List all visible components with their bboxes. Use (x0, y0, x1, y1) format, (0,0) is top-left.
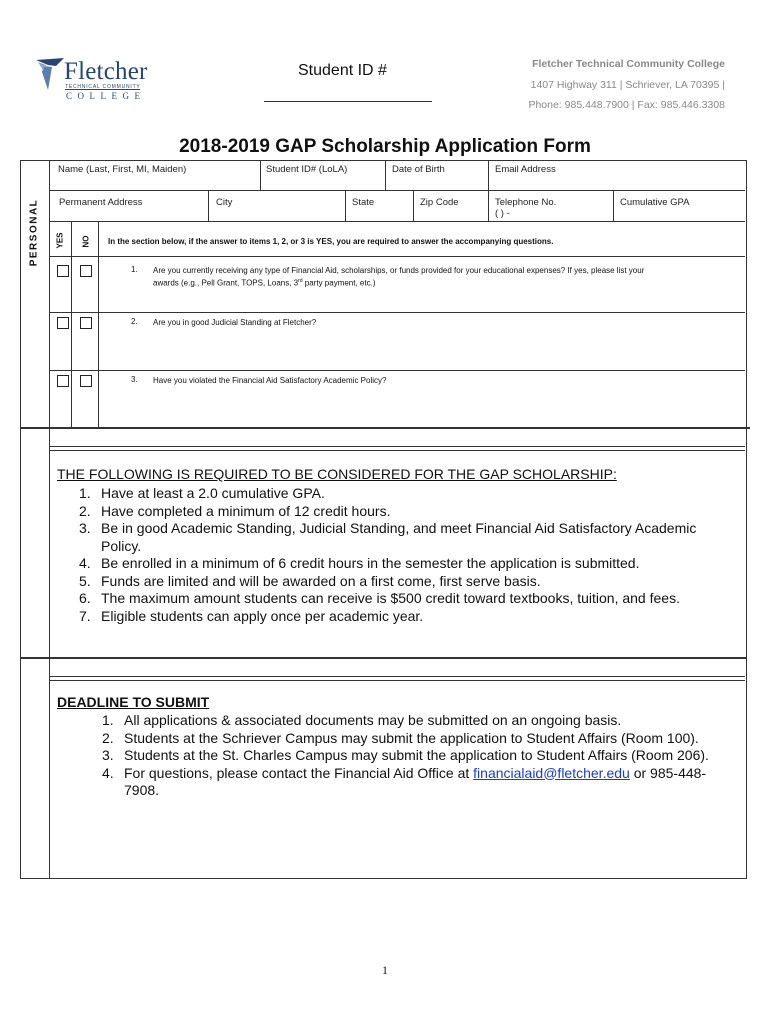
list-item-number: 2. (79, 502, 91, 519)
grid-line (49, 312, 745, 313)
grid-line (49, 221, 745, 222)
list-item-number: 7. (79, 607, 91, 624)
list-item-number: 3. (79, 520, 91, 536)
list-item (102, 730, 727, 748)
student-id-lola-input[interactable] (261, 176, 385, 189)
list-item (79, 590, 739, 608)
list-item-text: Have completed a minimum of 12 credit hours. (101, 502, 391, 519)
student-id-lola-label: Student ID# (LoLA) (266, 164, 348, 175)
yes-column-header: YES (55, 232, 65, 249)
student-id-field[interactable] (264, 101, 432, 102)
cumulative-gpa-label: Cumulative GPA (620, 197, 690, 208)
section-separator (49, 446, 745, 451)
logo-subtitle: TECHNICAL COMMUNITY (65, 84, 141, 90)
list-item (79, 573, 739, 591)
q2-text: Are you in good Judicial Standing at Fletcher? (153, 318, 317, 327)
list-item-number: 4. (79, 555, 91, 571)
list-item-text: For questions, please contact the Financial Aid Office at (124, 764, 474, 781)
grid-line (345, 190, 346, 221)
q3-no-checkbox[interactable] (80, 375, 92, 387)
list-item-text: Be enrolled in a minimum of 6 credit hours in the semester the application is submitted. (101, 555, 640, 571)
list-item (79, 520, 739, 555)
q1-number: 1. (131, 265, 138, 274)
list-item-text: Students at the Schriever Campus may submit the application to Student Affairs (Room 100). (124, 729, 699, 746)
telephone-format[interactable]: ( ) - (495, 208, 510, 219)
list-item-number: 6. (79, 590, 91, 606)
section-separator (20, 427, 750, 429)
list-item (102, 765, 727, 800)
list-item (102, 712, 727, 730)
list-item-number: 5. (79, 572, 91, 589)
no-column-divider (98, 221, 99, 427)
grid-line (413, 190, 414, 221)
zip-code-label: Zip Code (420, 197, 459, 208)
no-column-header: NO (81, 235, 91, 248)
side-divider (49, 160, 50, 878)
q1-answer-area[interactable] (100, 290, 744, 310)
deadline-heading: DEADLINE TO SUBMIT (57, 694, 210, 710)
q3-answer-area[interactable] (100, 390, 744, 424)
grid-line (49, 370, 745, 371)
q2-no-checkbox[interactable] (80, 317, 92, 329)
date-of-birth-label: Date of Birth (392, 164, 445, 175)
q2-number: 2. (131, 317, 138, 326)
grid-line (208, 190, 209, 221)
grid-line (488, 190, 489, 221)
financial-aid-email-link[interactable]: financialaid@fletcher.edu (473, 764, 630, 781)
list-item (79, 503, 739, 521)
q3-text: Have you violated the Financial Aid Satisfactory Academic Policy? (153, 376, 387, 385)
personal-label-text: PERSONAL (28, 198, 40, 267)
list-item-text: Students at the St. Charles Campus may submit the application to Student Affairs (Room 206). (124, 747, 709, 763)
name-input[interactable] (50, 164, 260, 188)
fletcher-logo-icon (34, 56, 68, 92)
q1-text-line1: Are you currently receiving any type of Financial Aid, scholarships, or funds provided for your educational expenses? If yes, please list your (153, 266, 645, 275)
grid-line (49, 190, 745, 191)
list-item-number: 4. (102, 764, 114, 781)
page-number: 1 (382, 963, 388, 977)
list-item-text: Eligible students can apply once per academic year. (101, 607, 424, 624)
list-item-text: Funds are limited and will be awarded on a first come, first serve basis. (101, 572, 541, 589)
instructions-text: In the section below, if the answer to items 1, 2, or 3 is YES, you are required to answer the accompanying questions. (108, 237, 554, 246)
logo-wordmark: Fletcher (64, 58, 148, 85)
list-item (102, 747, 727, 765)
requirements-heading: THE FOLLOWING IS REQUIRED TO BE CONSIDERED FOR THE GAP SCHOLARSHIP: (57, 466, 617, 482)
q1-text-line2-end: party payment, etc.) (302, 278, 376, 288)
list-item-number: 1. (79, 485, 91, 501)
q1-text (153, 265, 644, 289)
list-item-number: 2. (102, 729, 114, 746)
permanent-address-label: Permanent Address (59, 197, 143, 208)
telephone-label: Telephone No. (495, 197, 557, 208)
college-name: Fletcher Technical Community College (532, 58, 725, 70)
section-separator (20, 657, 746, 659)
q1-text-line2: awards (e.g., Pell Grant, TOPS, Loans, 3 (153, 278, 299, 288)
list-item-number: 1. (102, 712, 114, 728)
college-address: 1407 Highway 311 | Schriever, LA 70395 | (530, 79, 725, 91)
q1-no-checkbox[interactable] (80, 265, 92, 277)
yes-column-divider (71, 221, 72, 427)
student-id-label: Student ID # (298, 62, 387, 79)
q1-superscript: rd (298, 278, 303, 284)
deadline-list (102, 712, 727, 800)
college-phone: Phone: 985.448.7900 | Fax: 985.446.3308 (528, 99, 725, 111)
q2-yes-checkbox[interactable] (57, 317, 69, 329)
list-item-text: All applications & associated documents may be submitted on an ongoing basis. (124, 712, 622, 728)
list-item-number: 3. (102, 747, 114, 763)
email-address-label: Email Address (495, 164, 556, 175)
date-of-birth-input[interactable] (386, 176, 488, 189)
requirements-list (79, 485, 739, 625)
grid-line (49, 256, 745, 257)
q2-answer-area[interactable] (100, 332, 744, 367)
personal-section-label (22, 195, 46, 285)
email-input[interactable] (489, 176, 744, 189)
list-item (79, 608, 739, 626)
college-logo (34, 54, 154, 104)
list-item-text: Be in good Academic Standing, Judicial Standing, and meet Financial Aid Satisfactory Academic Policy. (101, 520, 697, 554)
logo-college-text: COLLEGE (66, 91, 146, 101)
section-separator (49, 676, 745, 681)
state-label: State (352, 197, 375, 208)
list-item (79, 485, 739, 503)
grid-line (613, 190, 614, 221)
q3-number: 3. (131, 375, 138, 384)
q1-yes-checkbox[interactable] (57, 265, 69, 277)
list-item-text: Have at least a 2.0 cumulative GPA. (101, 485, 325, 501)
list-item-text: The maximum amount students can receive is $500 credit toward textbooks, tuition, and fees. (101, 590, 680, 606)
city-label: City (216, 197, 233, 208)
list-item-text: or 985-448-7908. (124, 764, 707, 798)
list-item (79, 555, 739, 573)
form-title: 2018-2019 GAP Scholarship Application Form (179, 136, 591, 157)
q3-yes-checkbox[interactable] (57, 375, 69, 387)
name-field-label: Name (Last, First, MI, Maiden) (58, 164, 187, 175)
